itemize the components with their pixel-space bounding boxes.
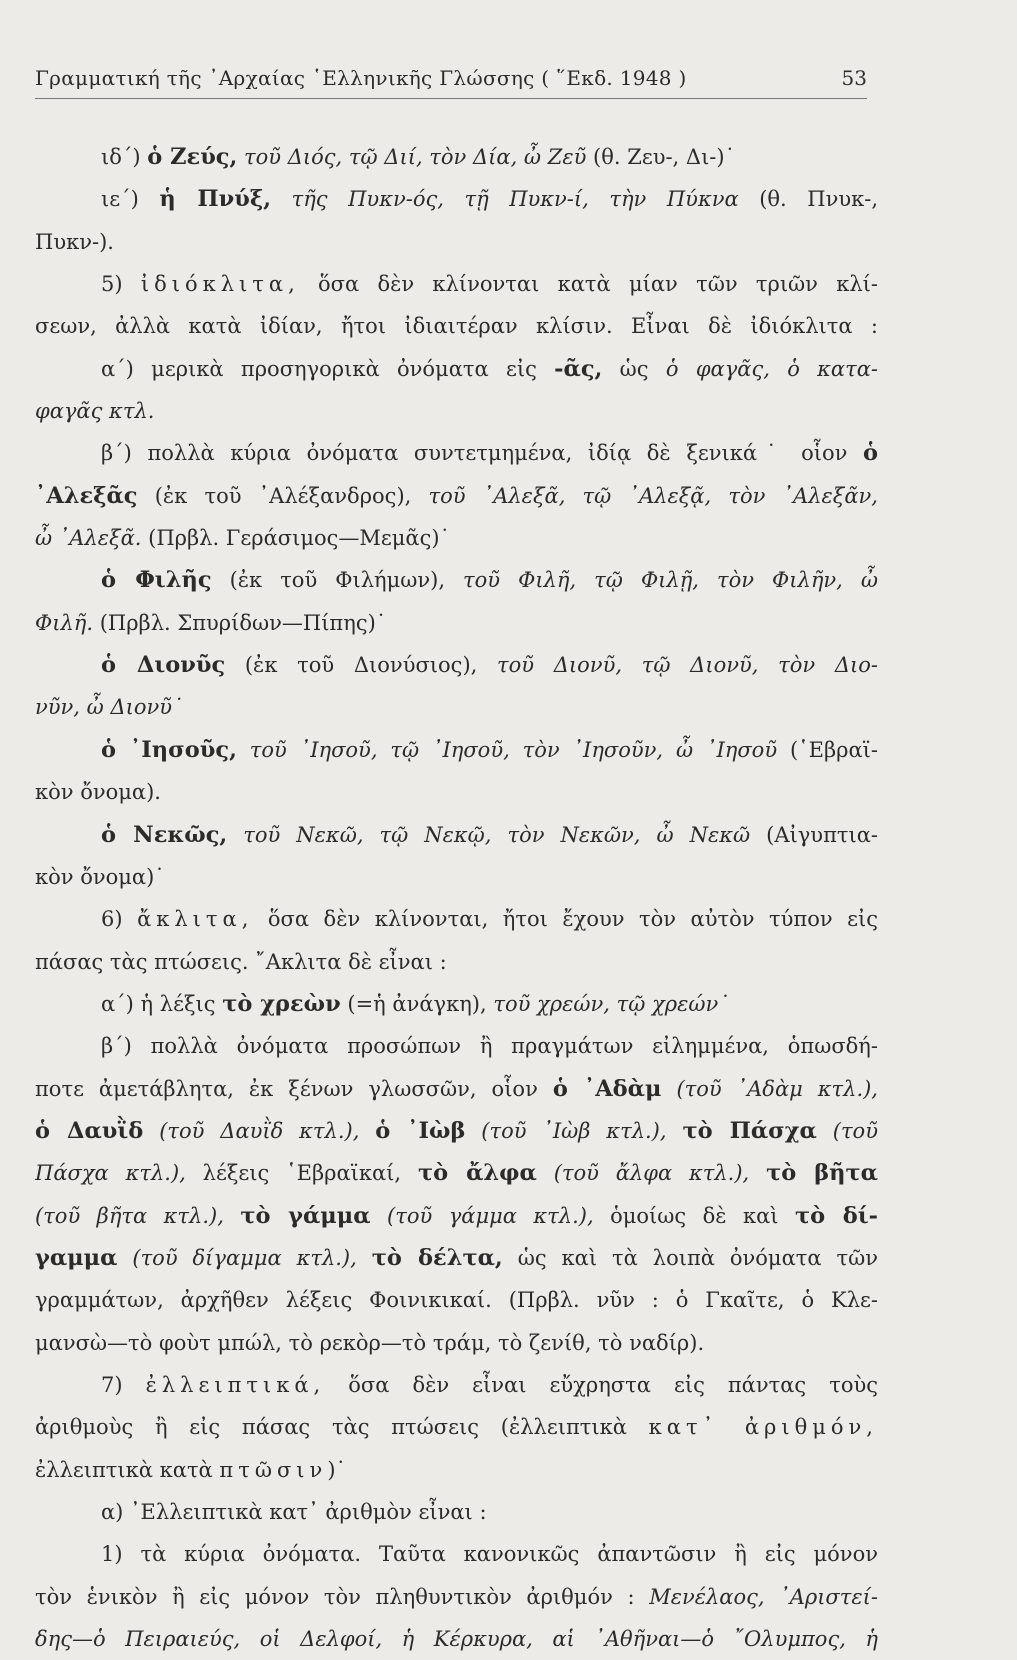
italic-text: τοῦ Διονῦ, τῷ Διονῦ, τὸν Διο- bbox=[497, 653, 878, 678]
italic-text: Φιλῆ. bbox=[35, 610, 94, 635]
italic-text: (τοῦ ᾿Αδὰμ κτλ.), bbox=[676, 1076, 878, 1101]
text-line bbox=[35, 136, 878, 178]
text-line bbox=[35, 729, 878, 771]
text-body bbox=[35, 136, 878, 1660]
text-line bbox=[35, 1152, 878, 1194]
spaced-term: κατ᾿ ἀριθμόν, bbox=[648, 1415, 878, 1440]
spaced-term: ἄκλιτα, bbox=[137, 907, 254, 932]
text-line bbox=[35, 1491, 878, 1533]
text-run bbox=[271, 187, 292, 211]
bold-term: ὁ Διονῦς bbox=[101, 652, 226, 679]
text-run: (ἐκ τοῦ Διονύσιος), bbox=[225, 653, 498, 678]
text-run bbox=[224, 1204, 240, 1228]
text-run: (ἐκ τοῦ Φιλήμων), bbox=[211, 568, 464, 593]
text-run bbox=[537, 1161, 554, 1185]
text-line bbox=[35, 221, 878, 263]
text-line bbox=[35, 1195, 878, 1237]
text-run: α) ᾿Ελλειπτικὰ κατ᾿ ἀριθμὸν εἶναι : bbox=[101, 1500, 487, 1524]
bold-term: ὁ Νεκῶς, bbox=[101, 821, 228, 848]
text-line bbox=[35, 1449, 878, 1491]
bold-term: γαμμα bbox=[35, 1244, 118, 1271]
text-run bbox=[465, 1119, 481, 1143]
bold-term: ὁ ᾿Ιὼβ bbox=[375, 1117, 466, 1144]
text-run: α΄) ἡ λέξις bbox=[101, 991, 223, 1016]
text-run: (ἐκ τοῦ ᾿Αλέξανδρος), bbox=[137, 483, 429, 508]
text-run: ὁμοίως δὲ καὶ bbox=[593, 1203, 795, 1228]
text-line bbox=[35, 475, 878, 517]
text-line bbox=[35, 941, 878, 983]
text-run: ὅσα δὲν κλίνονται, ἤτοι ἔχουν τὸν αὐτὸν τύπον εἰς bbox=[253, 907, 878, 932]
text-run: (=ἡ ἀνάγκη), bbox=[340, 991, 494, 1016]
text-line bbox=[35, 1068, 878, 1110]
italic-text: (τοῦ Δαυῒδ κτλ.), bbox=[159, 1118, 360, 1143]
text-run bbox=[117, 1246, 132, 1270]
text-run: Πυκν-). bbox=[35, 229, 114, 254]
text-line bbox=[35, 686, 878, 728]
text-run: (θ. Πνυκ-, bbox=[738, 187, 878, 212]
italic-text: Πάσχα κτλ.), bbox=[35, 1161, 186, 1186]
text-run: 1) τὰ κύρια ὀνόματα. Ταῦτα κανονικῶς ἀπαντῶσιν ἢ εἰς μόνον bbox=[101, 1542, 878, 1567]
text-line bbox=[35, 1618, 878, 1660]
bold-term: τὸ Πάσχα bbox=[682, 1117, 817, 1144]
italic-text: (τοῦ ἄλφα κτλ.), bbox=[553, 1161, 750, 1186]
text-line bbox=[35, 1110, 878, 1152]
text-run: 7) bbox=[101, 1372, 146, 1397]
text-run bbox=[371, 1204, 387, 1228]
text-run: λέξεις ῾Εβραϊκαί, bbox=[185, 1161, 418, 1186]
text-line bbox=[35, 390, 878, 432]
text-line bbox=[35, 1364, 878, 1406]
text-run: ἐλλειπτικὰ κατὰ bbox=[35, 1457, 220, 1482]
page-number: 53 bbox=[841, 66, 867, 90]
spaced-term: πτῶσιν bbox=[219, 1457, 328, 1482]
bold-term: -ᾶς, bbox=[554, 355, 603, 382]
text-line bbox=[35, 1533, 878, 1575]
bold-term: ὁ ᾿Αδὰμ bbox=[552, 1075, 662, 1102]
italic-text: (τοῦ bbox=[832, 1118, 878, 1143]
text-line bbox=[35, 983, 878, 1025]
text-run: μανσὼ—τὸ φοὺτ μπώλ, τὸ ρεκὸρ—τὸ τράμ, τὸ ζενίθ, τὸ ναδίρ). bbox=[35, 1330, 705, 1355]
italic-text: (τοῦ δίγαμμα κτλ.), bbox=[132, 1245, 357, 1270]
text-run: 5) bbox=[101, 272, 141, 297]
text-run bbox=[237, 738, 250, 762]
italic-text: τοῦ Νεκῶ, τῷ Νεκῷ, τὸν Νεκῶν, ὦ Νεκῶ bbox=[243, 822, 751, 847]
running-header bbox=[35, 66, 867, 99]
text-run bbox=[749, 1161, 766, 1185]
text-run: (θ. Ζευ-, Δι-)˙ bbox=[586, 145, 736, 169]
text-run: (Πρβλ. Σπυρίδων—Πίπης)˙ bbox=[93, 610, 387, 635]
text-line bbox=[35, 644, 878, 686]
italic-text: φαγᾶς κτλ. bbox=[35, 399, 155, 424]
text-line bbox=[35, 856, 878, 898]
text-run: (῾Εβραϊ- bbox=[777, 737, 878, 762]
text-run: γραμμάτων, ἀρχῆθεν λέξεις Φοινικικαί. (Πρβλ. νῦν : ὁ Γκαῖτε, ὁ Κλε- bbox=[35, 1288, 878, 1313]
bold-term: ὁ Φιλῆς bbox=[101, 567, 212, 594]
spaced-term: ἰδιόκλιτα, bbox=[140, 272, 300, 297]
italic-text: (τοῦ βῆτα κτλ.), bbox=[35, 1203, 224, 1228]
text-run: α΄) μερικὰ προσηγορικὰ ὀνόματα εἰς bbox=[101, 356, 555, 381]
bold-term: ὁ ᾿Ιησοῦς, bbox=[101, 736, 237, 763]
header-title: Γραμματική τῆς ᾿Αρχαίας ῾Ελληνικῆς Γλώσσης ( ῞Εκδ. 1948 ) bbox=[35, 66, 687, 90]
text-run bbox=[359, 1119, 375, 1143]
text-run: ὡς bbox=[602, 356, 666, 381]
text-run: πάσας τὰς πτώσεις. ῎Ακλιτα δὲ εἶναι : bbox=[35, 949, 447, 974]
text-line bbox=[35, 898, 878, 940]
text-line bbox=[35, 1406, 878, 1448]
text-line bbox=[35, 178, 878, 220]
text-run bbox=[357, 1246, 372, 1270]
bold-term: τὸ δί- bbox=[794, 1202, 878, 1229]
text-run: ὡς καὶ τὰ λοιπὰ ὀνόματα τῶν bbox=[502, 1245, 878, 1270]
text-line bbox=[35, 1322, 878, 1364]
bold-term: ἡ Πνύξ, bbox=[159, 186, 272, 213]
text-run: 6) bbox=[101, 907, 138, 932]
text-run bbox=[143, 1119, 159, 1143]
text-line bbox=[35, 348, 878, 390]
text-line bbox=[35, 771, 878, 813]
text-line bbox=[35, 602, 878, 644]
text-run bbox=[817, 1119, 833, 1143]
text-line bbox=[35, 432, 878, 474]
italic-text: τοῦ Φιλῆ, τῷ Φιλῇ, τὸν Φιλῆν, ὦ bbox=[463, 568, 878, 593]
text-run bbox=[227, 823, 243, 847]
italic-text: τοῦ Διός, τῷ Διί, τὸν Δία, ὦ Ζεῦ bbox=[244, 145, 587, 169]
text-run: β΄) πολλὰ ὀνόματα προσώπων ἢ πραγμάτων εἰλημμένα, ὁπωσδή- bbox=[101, 1034, 878, 1059]
spaced-term: ἐλλειπτικά, bbox=[145, 1372, 326, 1397]
text-run: ιε΄) bbox=[101, 187, 160, 212]
bold-term: τὸ βῆτα bbox=[766, 1160, 878, 1187]
text-line bbox=[35, 1025, 878, 1067]
italic-text: Μενέλαος, ᾿Αριστεί- bbox=[649, 1584, 878, 1609]
text-run: τὸν ἑνικὸν ἢ εἰς μόνον τὸν πληθυντικὸν ἀριθμόν : bbox=[35, 1584, 650, 1609]
bold-term: ᾿Αλεξᾶς bbox=[35, 482, 138, 509]
text-run: β΄) πολλὰ κύρια ὀνόματα συντετμημένα, ἰδίᾳ δὲ ξενικά˙ οἷον bbox=[101, 441, 863, 466]
text-run: ὅσα δὲν εἶναι εὔχρηστα εἰς πάντας τοὺς bbox=[325, 1372, 878, 1397]
text-line bbox=[35, 814, 878, 856]
text-line bbox=[35, 559, 878, 601]
italic-text: νῦν, ὦ Διονῦ˙ bbox=[35, 695, 183, 720]
text-line bbox=[35, 1576, 878, 1618]
bold-term: ὁ Ζεύς, bbox=[147, 144, 238, 170]
text-line bbox=[35, 517, 878, 559]
text-run bbox=[661, 1077, 676, 1101]
bold-term: ὁ Δαυῒδ bbox=[35, 1117, 144, 1144]
bold-term: ὁ bbox=[862, 440, 878, 467]
italic-text: ὁ φαγᾶς, ὁ κατα- bbox=[665, 356, 878, 381]
italic-text: (τοῦ ᾿Ιὼβ κτλ.), bbox=[481, 1118, 667, 1143]
text-run: ιδ΄) bbox=[101, 145, 148, 169]
italic-text: δης—ὁ Πειραιεύς, οἱ Δελφοί, ἡ Κέρκυρα, αἱ ᾿Αθῆναι—ὁ ῎Ολυμπος, ἡ bbox=[35, 1627, 878, 1652]
text-run: ποτε ἀμετάβλητα, ἐκ ξένων γλωσσῶν, οἷον bbox=[35, 1076, 553, 1101]
text-line bbox=[35, 263, 878, 305]
text-run bbox=[667, 1119, 683, 1143]
text-run: ἀριθμοὺς ἢ εἰς πάσας τὰς πτώσεις (ἐλλειπτικὰ bbox=[35, 1415, 649, 1440]
italic-text: τοῦ ᾿Αλεξᾶ, τῷ ᾿Αλεξᾷ, τὸν ᾿Αλεξᾶν, bbox=[428, 483, 878, 508]
italic-text: τοῦ ᾿Ιησοῦ, τῷ ᾿Ιησοῦ, τὸν ᾿Ιησοῦν, ὦ ᾿Ιησοῦ bbox=[249, 737, 778, 762]
text-run: ὅσα δὲν κλίνονται κατὰ μίαν τῶν τριῶν κλί- bbox=[299, 272, 878, 297]
text-run: κὸν ὄνομα). bbox=[35, 780, 161, 805]
italic-text: ὦ ᾿Αλεξᾶ. bbox=[35, 526, 142, 551]
italic-text: (τοῦ γάμμα κτλ.), bbox=[387, 1203, 594, 1228]
text-line bbox=[35, 1279, 878, 1321]
text-line bbox=[35, 305, 878, 347]
text-run: (Αἰγυπτια- bbox=[750, 822, 878, 847]
bold-term: τὸ γάμμα bbox=[240, 1202, 371, 1229]
bold-term: τὸ χρεὼν bbox=[222, 990, 341, 1017]
italic-text: τῆς Πυκν-ός, τῇ Πυκν-ί, τὴν Πύκνα bbox=[291, 187, 739, 212]
text-line bbox=[35, 1237, 878, 1279]
text-run: (Πρβλ. Γεράσιμος—Μεμᾶς)˙ bbox=[141, 526, 451, 551]
text-run: )˙ bbox=[327, 1457, 347, 1482]
italic-text: τοῦ χρεών, τῷ χρεών˙ bbox=[493, 991, 729, 1016]
bold-term: τὸ δέλτα, bbox=[371, 1244, 503, 1271]
text-run: κὸν ὄνομα)˙ bbox=[35, 864, 165, 889]
text-run: σεων, ἀλλὰ κατὰ ἰδίαν, ἤτοι ἰδιαιτέραν κλίσιν. Εἶναι δὲ ἰδιόκλιτα : bbox=[35, 314, 878, 339]
bold-term: τὸ ἄλφα bbox=[417, 1160, 537, 1187]
